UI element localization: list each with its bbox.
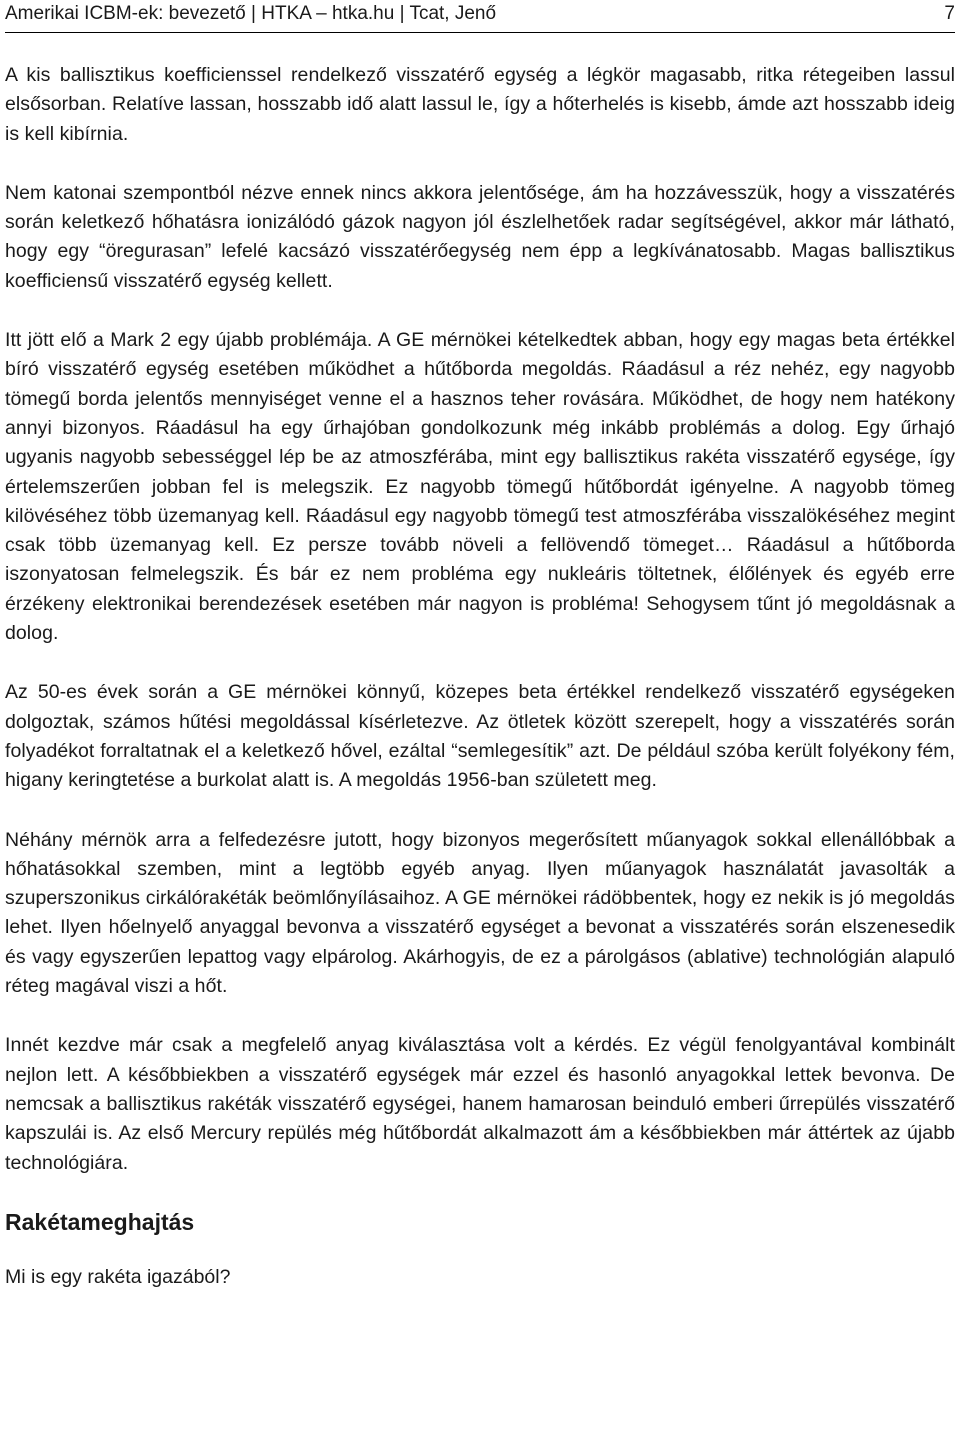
paragraph-cooling-experiments: Az 50-es évek során a GE mérnökei könnyű, közepes beta értékkel rendelkező visszatérő egységeken dolgoztak, számos hűtési megoldással kísérletezve. Az ötletek között szerepelt, hogy a visszatérés során folyadékot forraltatnak el a keletkező hővel, ezáltal “semlegesítik” azt. De például szóba került folyékony fém, higany keringtetése a burkolat alatt is. A megoldás 1956-ban született meg. — [5, 681, 955, 792]
section-question: Mi is egy rakéta igazából? — [5, 1265, 231, 1288]
page-number: 7 — [944, 3, 955, 24]
paragraph-slow-deceleration: A kis ballisztikus koefficienssel rendelkező visszatérő egység a légkör magasabb, ritka rétegeiben lassul elsősorban. Relatíve lassan, hosszabb idő alatt lassul le, így a hőterhelés is kisebb, ámde azt hosszabb ideig is kell kibírnia. — [5, 64, 955, 145]
paragraph-radar-detection: Nem katonai szempontból nézve ennek nincs akkora jelentősége, ám ha hozzávesszük, hogy a visszatérés során keletkező hőhatásra ionizálódó gázok nagyon jól észlelhetőek radar segítségével, akkor már látható, hogy egy “öregurasan” lefelé kacsázó visszatérőegység nem épp a legkívánatosabb. Magas ballisztikus koefficiensű visszatérő egység kellett. — [5, 181, 955, 292]
paragraph-mark2-problem: Itt jött elő a Mark 2 egy újabb problémája. A GE mérnökei kételkedtek abban, hogy egy magas beta értékkel bíró visszatérő egység esetében működhet a hűtőborda megoldás. Ráadásul a réz nehéz, egy nagyobb tömegű borda jelentős mennyiséget venne el a hasznos teher rovására. Működhet, de hogy nem hatékony annyi bizonyos. Ráadásul ha egy űrhajóban gondolkozunk még inkább problémás a dolog. Egy űrhajó ugyanis nagyobb sebességgel lép be az atmoszférába, mint egy ballisztikus rakéta visszatérő egysége, így értelemszerűen jobban fel is melegszik. Ez nagyobb tömegű hűtőbordát igényelne. A nagyobb tömeg kilövéséhez több üzemanyag kell. Ráadásul egy nagyobb tömegű test atmoszférába visszalökéséhez megint csak több üzemanyag kell. Ez persze tovább növeli a fellövendő tömeget… Ráadásul a hűtőborda iszonyatosan felmelegszik. És bár ez nem probléma egy nukleáris töltetnek, élőlények és egyéb erre érzékeny elektronikai berendezések esetében már nagyon is probléma! Sehogysem tűnt jó megoldásnak a dolog. — [5, 329, 955, 645]
section-heading: Rakétameghajtás — [5, 1208, 195, 1235]
header-title: Amerikai ICBM-ek: bevezető | HTKA – htka.hu | Tcat, Jenő — [5, 3, 497, 24]
paragraph-material-selection: Innét kezdve már csak a megfelelő anyag kiválasztása volt a kérdés. Ez végül fenolgyantával kombinált nejlon lett. A későbbiekben a visszatérő egységek már ezzel és hasonló anyagokkal lettek bevonva. De nemcsak a ballisztikus rakéták visszatérő egységei, hanem hamarosan beinduló emberi űrrepülés visszatérő kapszulái is. Az első Mercury repülés még hűtőbordát alkalmazott ám a későbbiekben már áttértek az újabb technológiára. — [5, 1034, 955, 1174]
body-text — [5, 61, 955, 1291]
document-page — [5, 0, 955, 1291]
running-header — [5, 0, 955, 33]
paragraph-ablative-discovery: Néhány mérnök arra a felfedezésre jutott, hogy bizonyos megerősített műanyagok sokkal ellenállóbbak a hőhatásokkal szemben, mint a legtöbb egyéb anyag. Ilyen műanyagok használatát javasolták a szuperszonikus cirkálórakéták beömlőnyílásaihoz. A GE mérnökei rádöbbentek, hogy ez nekik is jó megoldás lehet. Ilyen hőelnyelő anyaggal bevonva a visszatérő egységet a bevonat a visszatérés során elszenesedik és vagy egyszerűen lepattog vagy elpárolog. Akárhogyis, de ez a párolgásos (ablative) technológián alapuló réteg magával viszi a hőt. — [5, 828, 955, 998]
